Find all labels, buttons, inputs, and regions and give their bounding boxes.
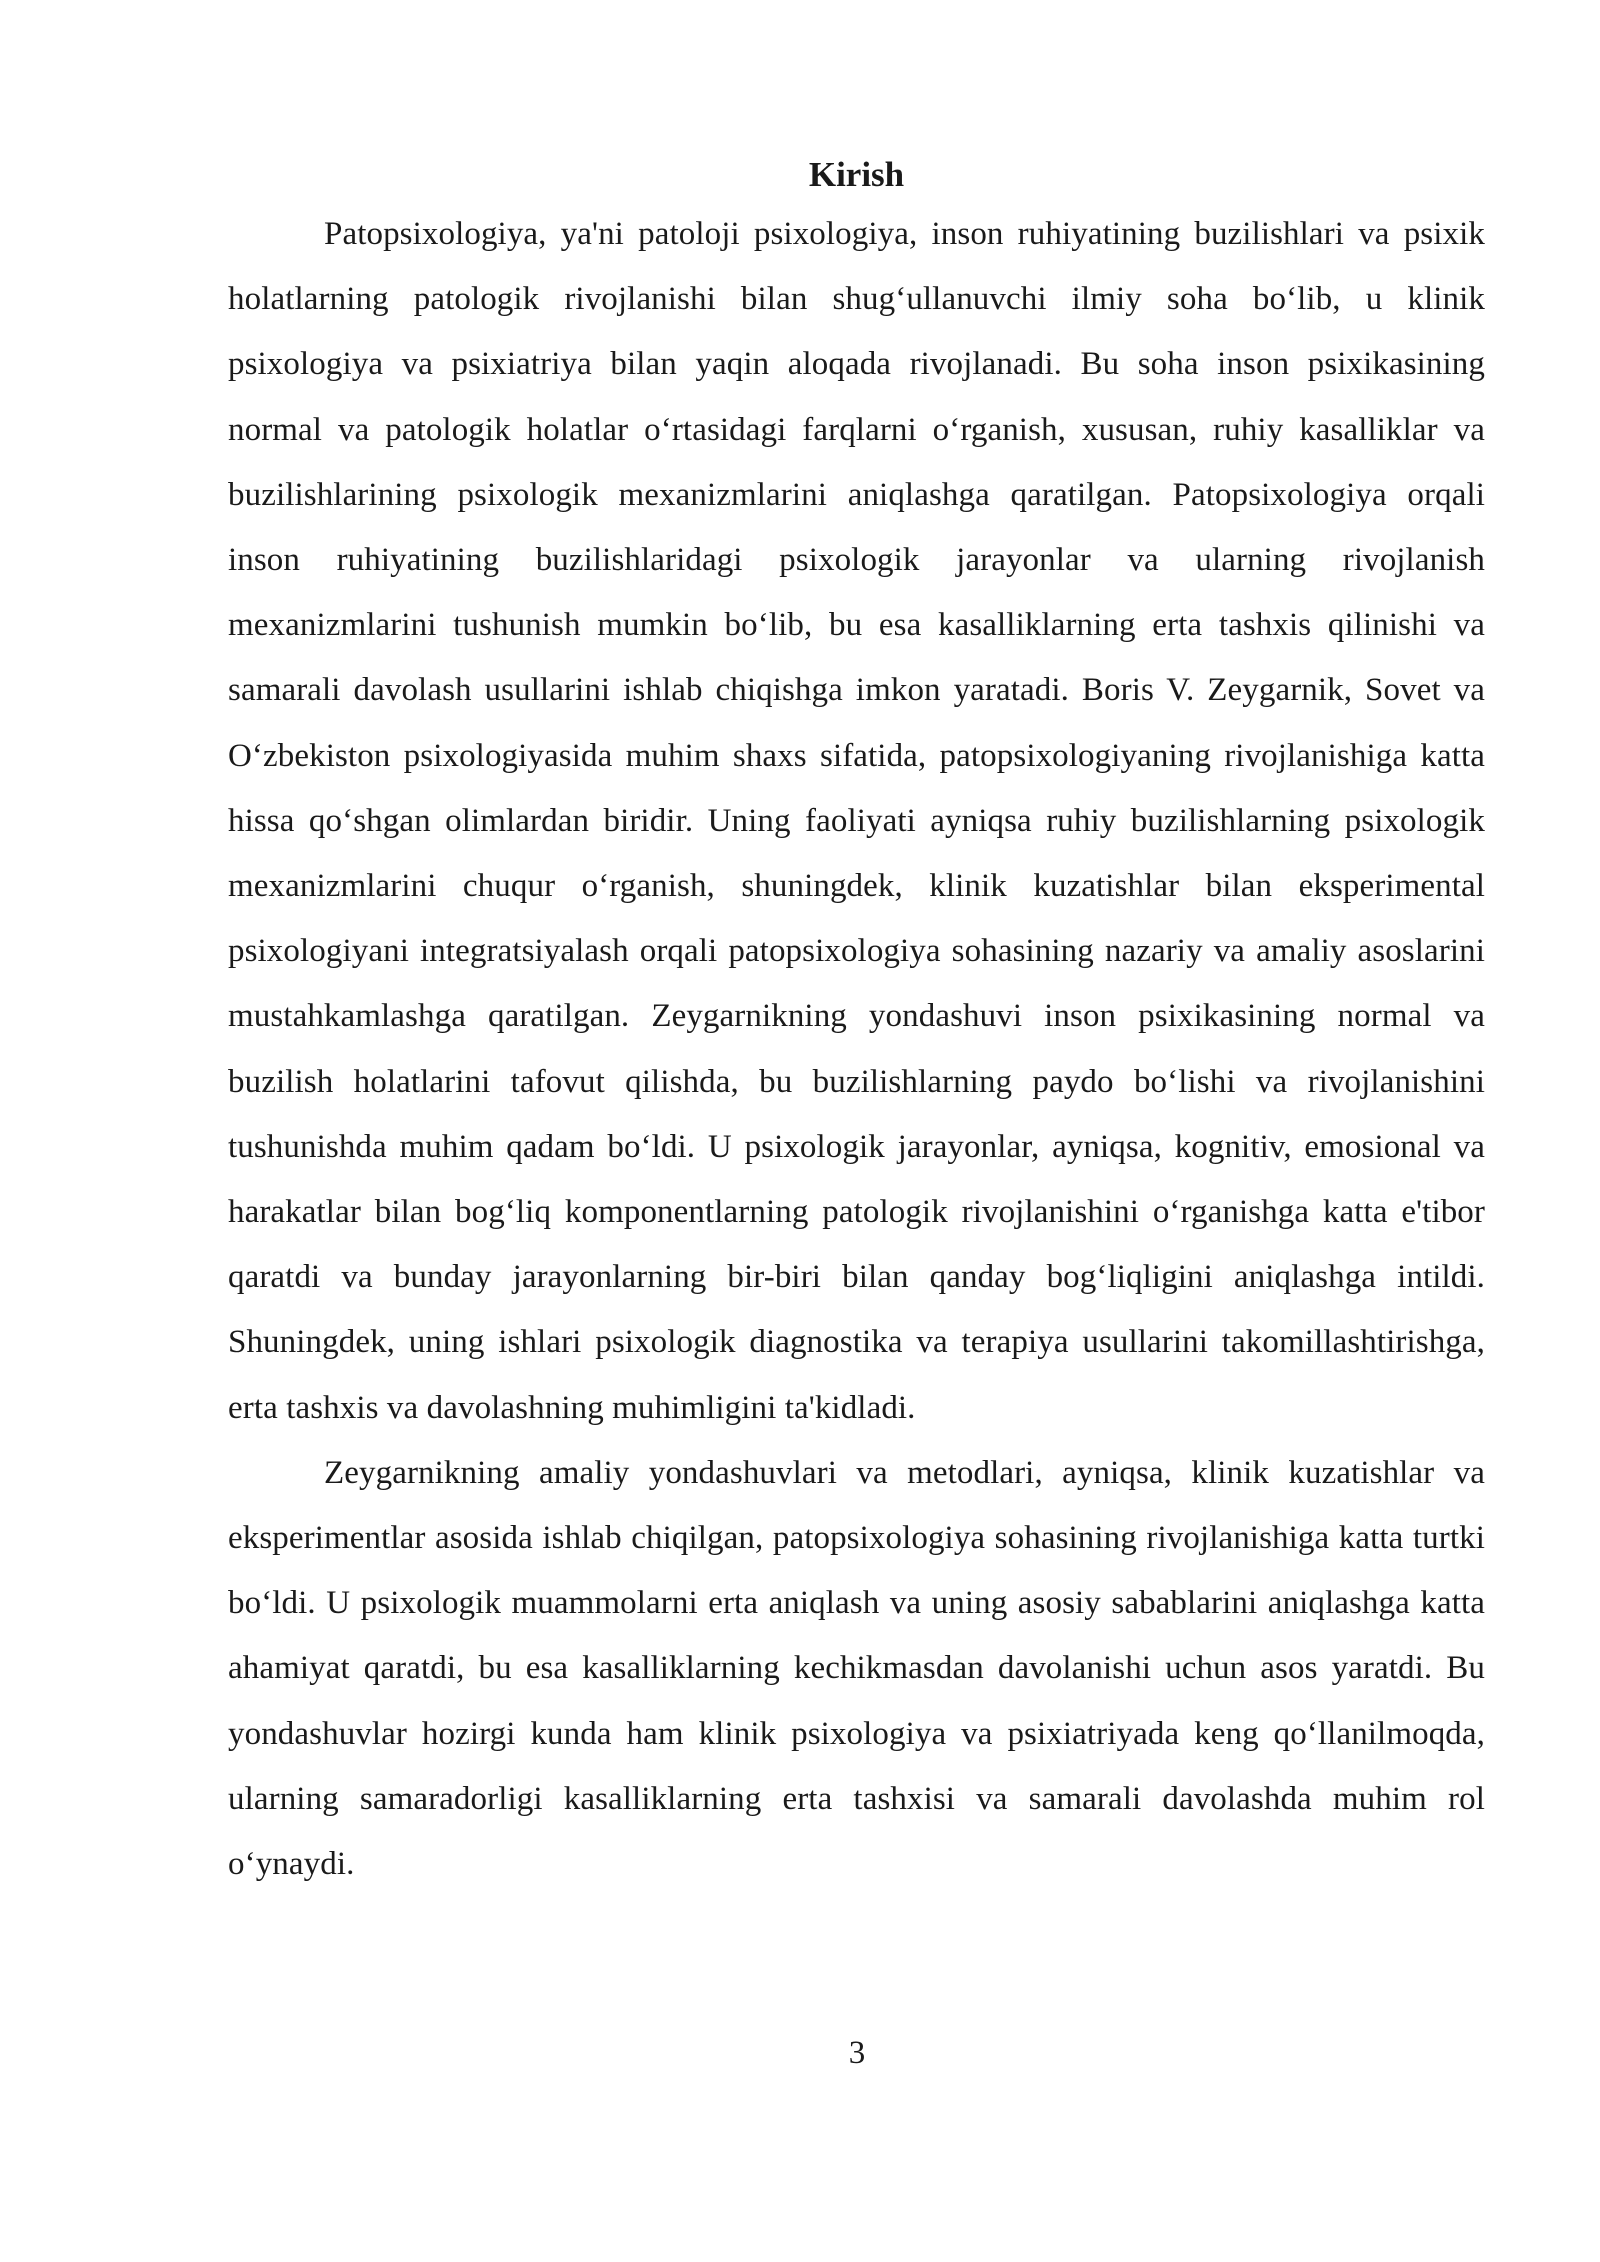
paragraph-1: Patopsixologiya, ya'ni patoloji psixologiya, inson ruhiyatining buzilishlari va psixik holatlarning patologik rivojlanishi bilan shug‘ullanuvchi ilmiy soha bo‘lib, u klinik psixologiya va psixiatriya bilan yaqin aloqada rivojlanadi. Bu soha inson psixikasining normal va patologik holatlar o‘rtasidagi farqlarni o‘rganish, xususan, ruhiy kasalliklar va buzilishlarining psixologik mexanizmlarini aniqlashga qaratilgan. Patopsixologiya orqali inson ruhiyatining buzilishlaridagi psixologik jarayonlar va ularning rivojlanish mexanizmlarini tushunish mumkin bo‘lib, bu esa kasalliklarning erta tashxis qilinishi va samarali davolash usullarini ishlab chiqishga imkon yaratadi. Boris V. Zeygarnik, Sovet va O‘zbekiston psixologiyasida muhim shaxs sifatida, patopsixologiyaning rivojlanishiga katta hissa qo‘shgan olimlardan biridir. Uning faoliyati ayniqsa ruhiy buzilishlarning psixologik mexanizmlarini chuqur o‘rganish, shuningdek, klinik kuzatishlar bilan eksperimental psixologiyani integratsiyalash orqali patopsixologiya sohasining nazariy va amaliy asoslarini mustahkamlashga qaratilgan. Zeygarnikning yondashuvi inson psixikasining normal va buzilish holatlarini tafovut qilishda, bu buzilishlarning paydo bo‘lishi va rivojlanishini tushunishda muhim qadam bo‘ldi. U psixologik jarayonlar, ayniqsa, kognitiv, emosional va harakatlar bilan bog‘liq komponentlarning patologik rivojlanishini o‘rganishga katta e'tibor qaratdi va bunday jarayonlarning bir-biri bilan qanday bog‘liqligini aniqlashga intildi. Shuningdek, uning ishlari psixologik diagnostika va terapiya usullarini takomillashtirishga, erta tashxis va davolashning muhimligini ta'kidladi.	[228, 216, 1485, 1426]
paragraph-2: Zeygarnikning amaliy yondashuvlari va metodlari, ayniqsa, klinik kuzatishlar va eksperimentlar asosida ishlab chiqilgan, patopsixologiya sohasining rivojlanishiga katta turtki bo‘ldi. U psixologik muammolarni erta aniqlash va uning asosiy sabablarini aniqlashga katta ahamiyat qaratdi, bu esa kasalliklarning kechikmasdan davolanishi uchun asos yaratdi. Bu yondashuvlar hozirgi kunda ham klinik psixologiya va psixiatriyada keng qo‘llanilmoqda, ularning samaradorligi kasalliklarning erta tashxisi va samarali davolashda muhim rol o‘ynaydi.	[228, 1454, 1485, 1883]
page-number: 3	[848, 2035, 866, 2071]
page-title: Kirish	[808, 155, 905, 194]
page-content	[228, 148, 1485, 1897]
